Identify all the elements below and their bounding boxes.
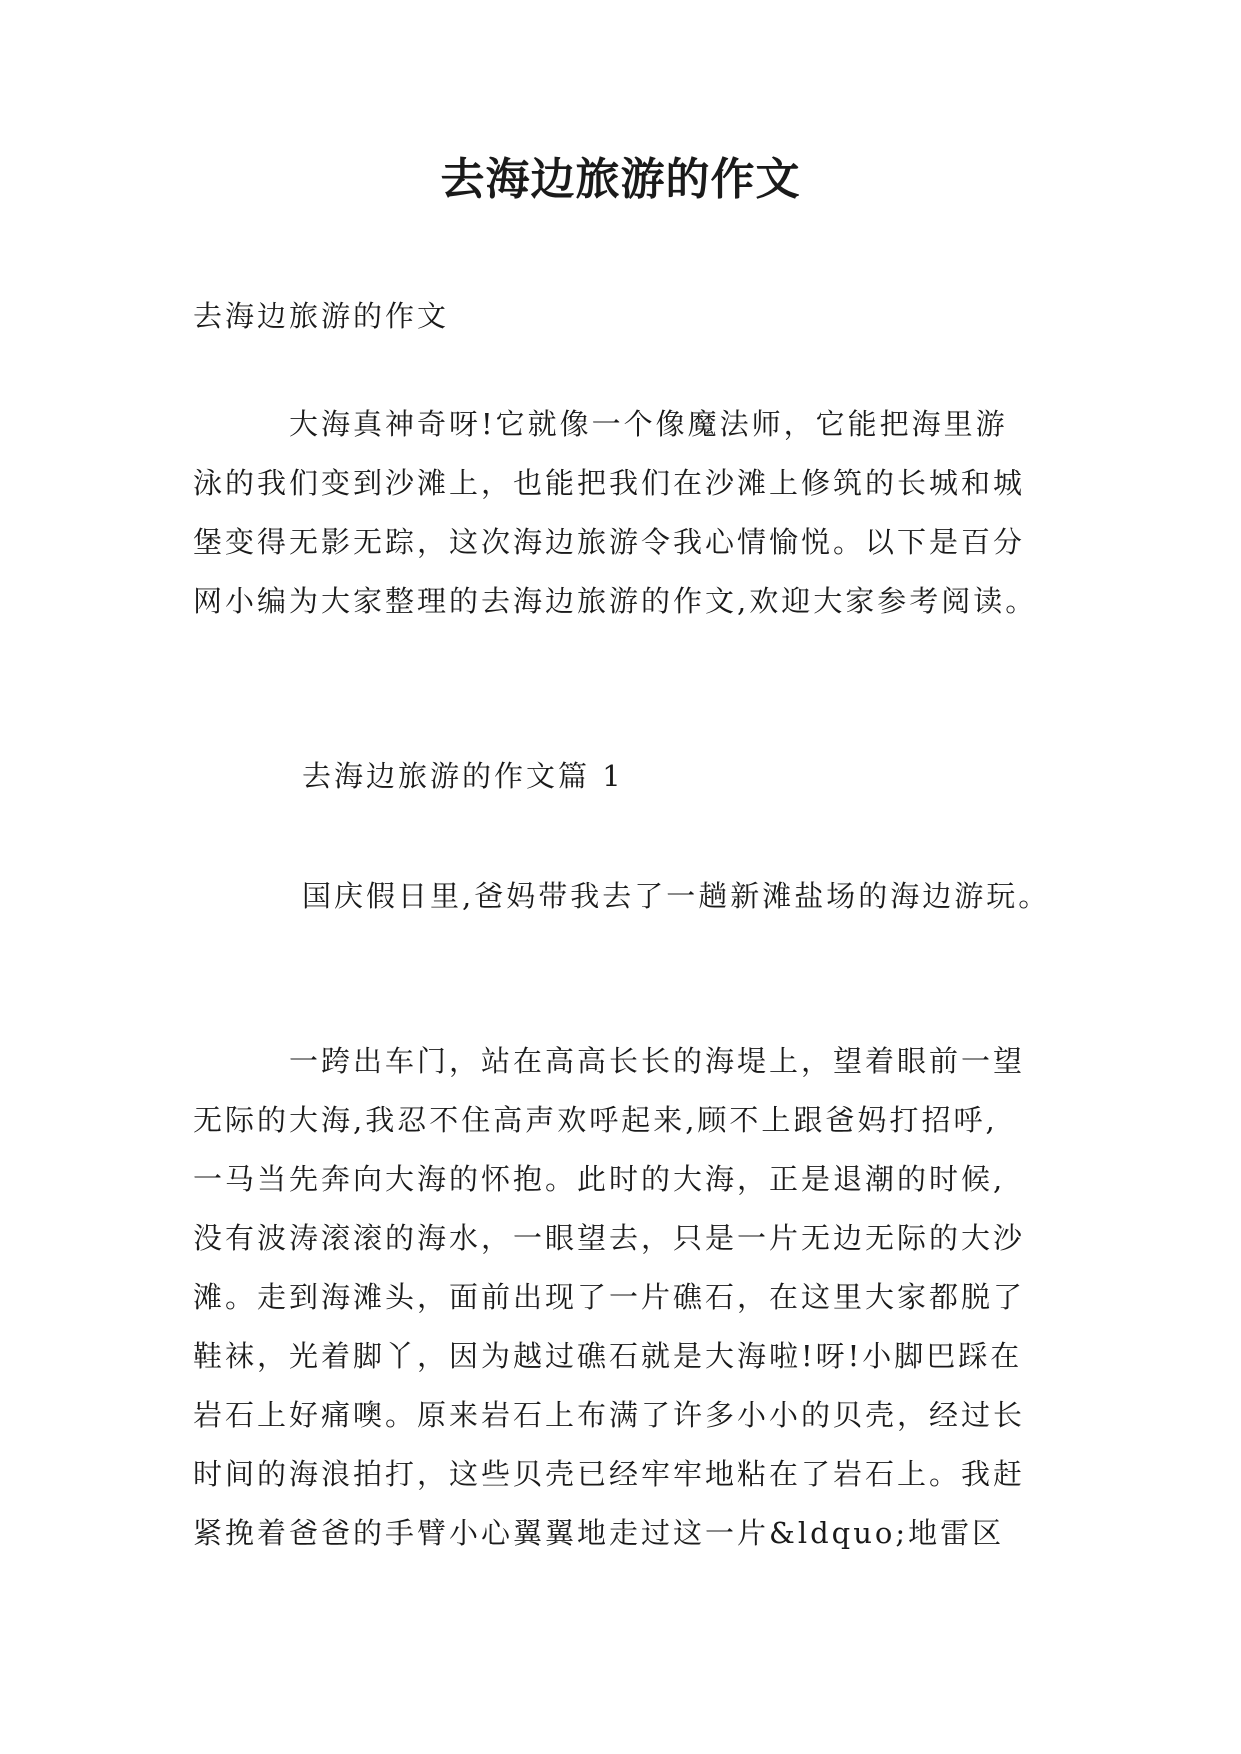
section-heading: 去海边旅游的作文篇 1 xyxy=(302,759,624,793)
intro-line: 堡变得无影无踪，这次海边旅游令我心情愉悦。以下是百分 xyxy=(193,525,1026,559)
paragraph-2-line: 无际的大海,我忍不住高声欢呼起来,顾不上跟爸妈打招呼, xyxy=(193,1103,998,1137)
document-title: 去海边旅游的作文 xyxy=(440,154,801,205)
paragraph-2-line: 鞋袜，光着脚丫，因为越过礁石就是大海啦!呀!小脚巴踩在 xyxy=(193,1339,1023,1373)
paragraph-2 xyxy=(193,1032,1063,1563)
intro-line: 泳的我们变到沙滩上，也能把我们在沙滩上修筑的长城和城 xyxy=(193,466,1026,500)
paragraph-2-line: 紧挽着爸爸的手臂小心翼翼地走过这一片&ldquo;地雷区 xyxy=(193,1516,1005,1550)
paragraph-2-line: 一跨出车门，站在高高长长的海堤上，望着眼前一望 xyxy=(193,1044,1026,1078)
paragraph-2-line: 岩石上好痛噢。原来岩石上布满了许多小小的贝壳，经过长 xyxy=(193,1398,1026,1432)
paragraph-2-line: 一马当先奔向大海的怀抱。此时的大海，正是退潮的时候, xyxy=(193,1162,1006,1196)
intro-line: 大海真神奇呀!它就像一个像魔法师，它能把海里游 xyxy=(193,407,1008,441)
intro-line: 网小编为大家整理的去海边旅游的作文,欢迎大家参考阅读。 xyxy=(193,584,1038,618)
intro-paragraph xyxy=(193,395,1063,631)
paragraph-1: 国庆假日里,爸妈带我去了一趟新滩盐场的海边游玩。 xyxy=(302,879,1051,913)
paragraph-2-line: 时间的海浪拍打，这些贝壳已经牢牢地粘在了岩石上。我赶 xyxy=(193,1457,1026,1491)
paragraph-2-line: 没有波涛滚滚的海水，一眼望去，只是一片无边无际的大沙 xyxy=(193,1221,1026,1255)
document-subtitle: 去海边旅游的作文 xyxy=(193,299,450,333)
paragraph-2-line: 滩。走到海滩头，面前出现了一片礁石，在这里大家都脱了 xyxy=(193,1280,1026,1314)
